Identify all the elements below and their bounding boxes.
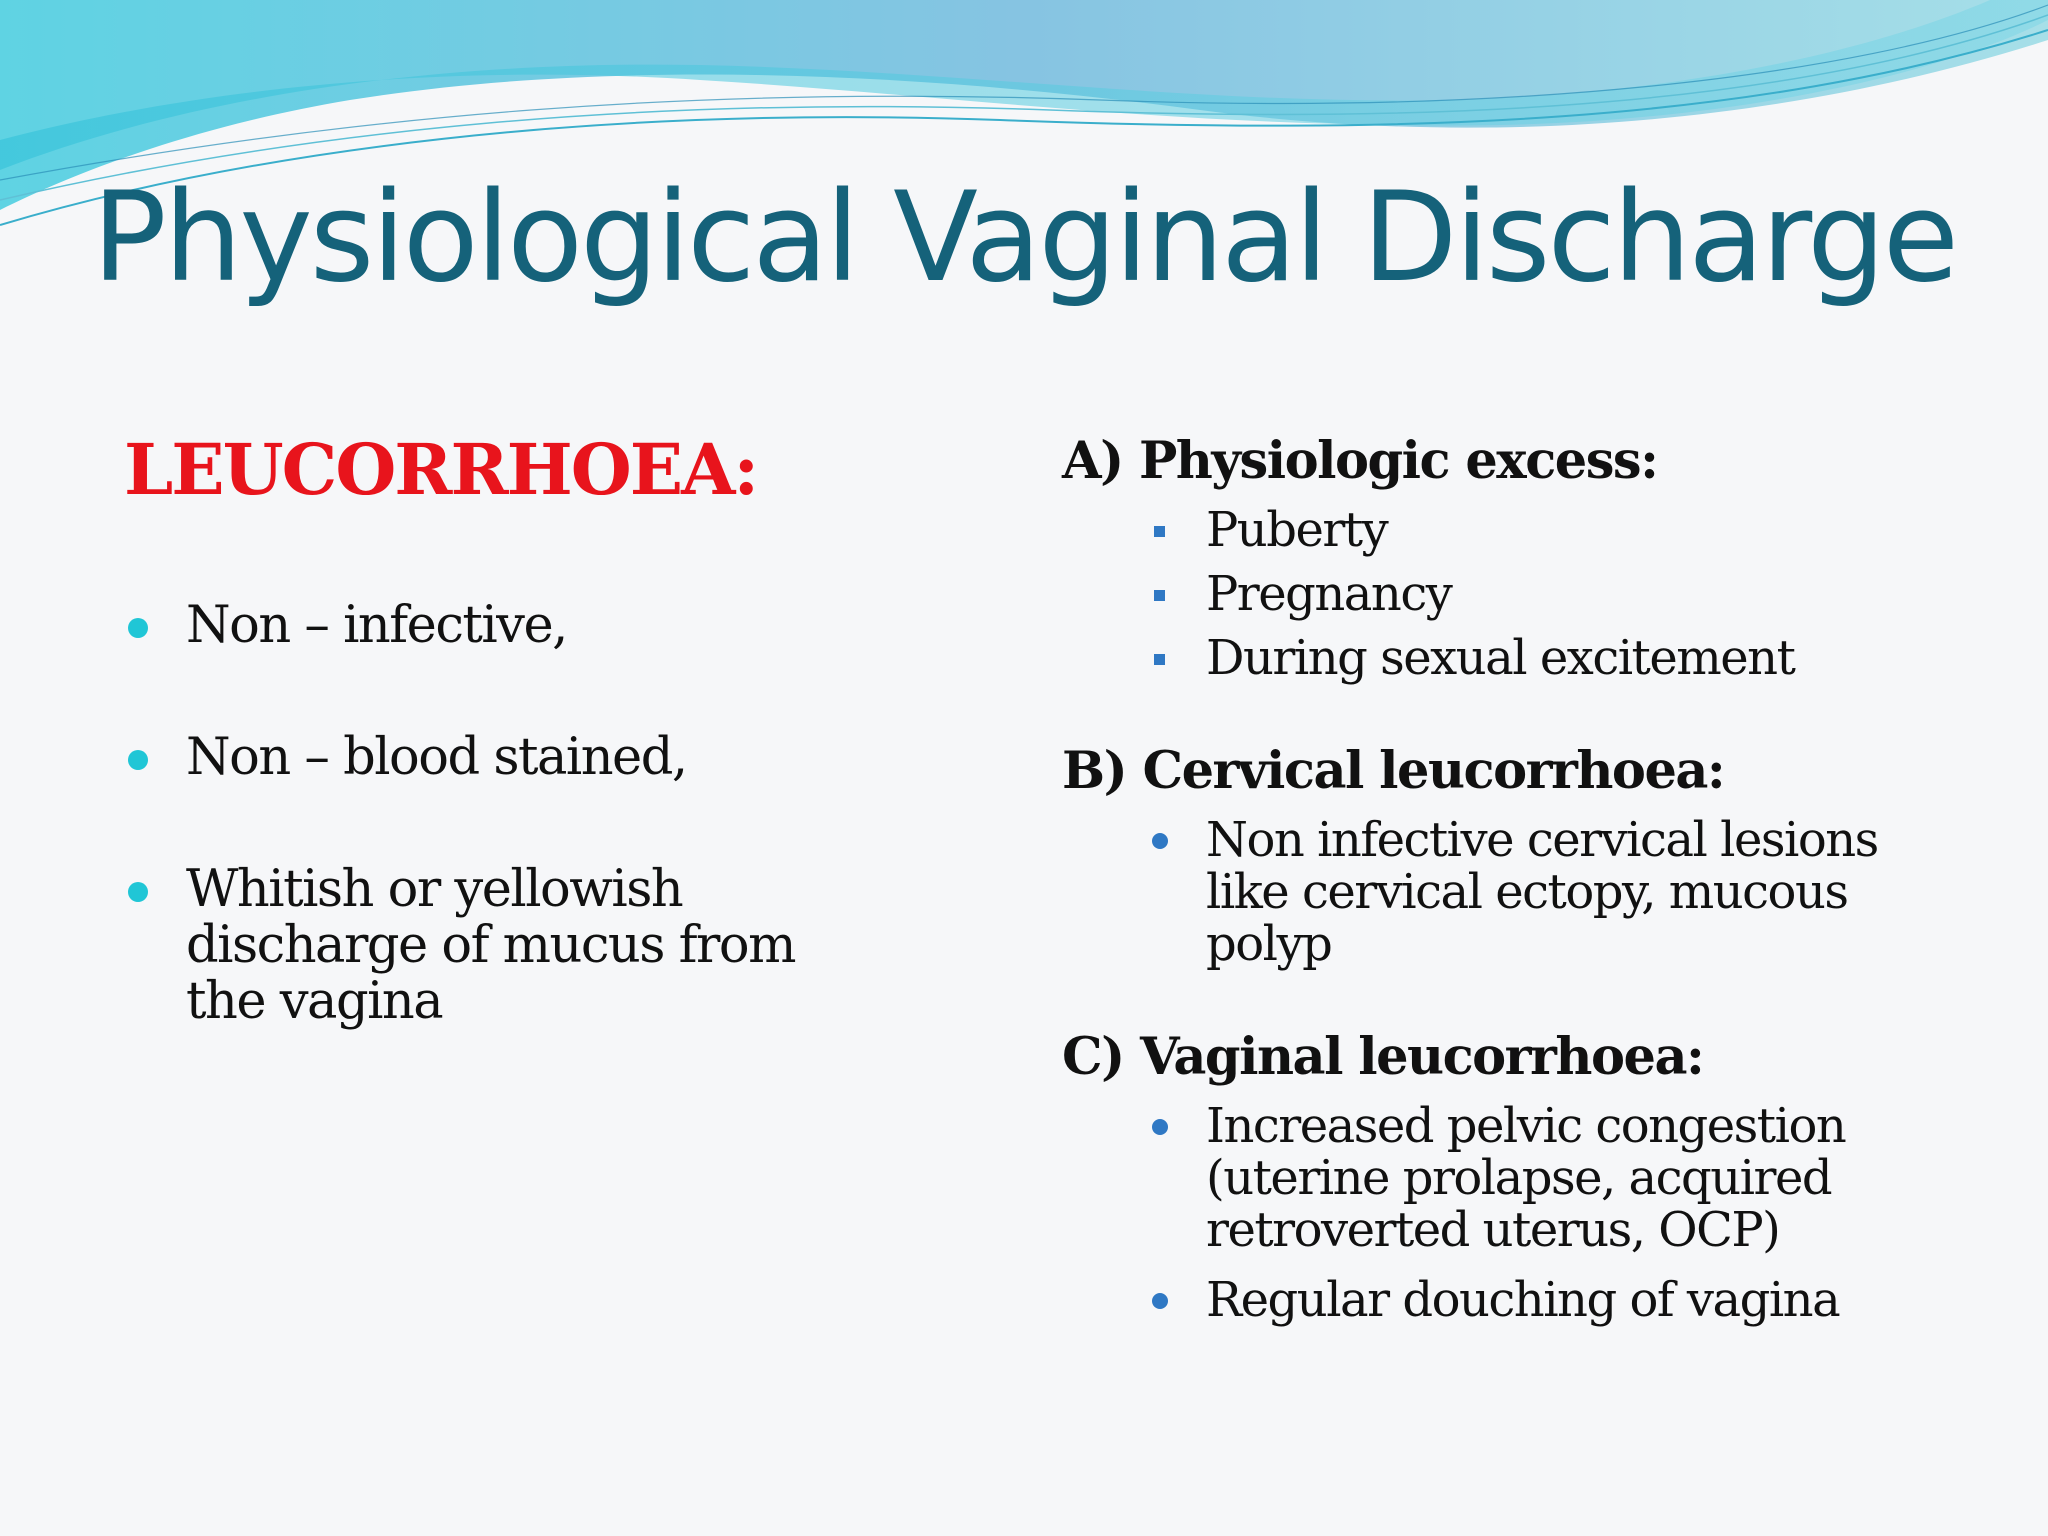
sub-list [1062,1100,2002,1326]
right-column [1062,430,2002,1382]
bullet-dot-icon [1152,1119,1168,1135]
bullet-dot-icon [128,750,148,770]
square-bullet-icon [1154,526,1165,537]
list-item [1062,1274,2002,1326]
section-physiologic-excess [1062,430,2002,684]
list-item [124,598,964,654]
list-item [1062,1100,1926,1256]
sub-list [1062,504,2002,684]
list-item-text: During sexual excitement [1206,630,1795,686]
left-bullet-list [124,598,964,1106]
slide-title: Physiological Vaginal Discharge [92,166,1957,310]
list-item-text: Non infective cervical lesions like cervical ectopy, mucous polyp [1206,812,1878,972]
sub-list [1062,814,2002,970]
list-item [1062,632,2002,684]
list-item-text: Whitish or yellowish discharge of mucus from the vagina [186,860,795,1031]
square-bullet-icon [1154,654,1165,665]
list-item-text: Increased pelvic congestion (uterine prolapse, acquired retroverted uterus, OCP) [1206,1098,1846,1258]
section-vaginal-leucorrhoea [1062,1026,2002,1326]
list-item-text: Non – blood stained, [186,728,687,787]
leucorrhoea-heading: LEUCORRHOEA: [124,428,758,511]
list-item [124,862,876,1030]
list-item-text: Puberty [1206,502,1388,558]
list-item [1062,814,1946,970]
bullet-dot-icon [1152,833,1168,849]
list-item-text: Non – infective, [186,596,567,655]
bullet-dot-icon [128,882,148,902]
square-bullet-icon [1154,590,1165,601]
bullet-dot-icon [1152,1293,1168,1309]
bullet-dot-icon [128,618,148,638]
section-cervical-leucorrhoea [1062,740,2002,970]
section-heading: B) Cervical leucorrhoea: [1062,741,1725,801]
list-item [1062,504,2002,556]
section-heading: A) Physiologic excess: [1062,431,1658,491]
list-item [124,730,964,786]
list-item-text: Pregnancy [1206,566,1452,622]
list-item-text: Regular douching of vagina [1206,1272,1840,1328]
section-heading: C) Vaginal leucorrhoea: [1062,1027,1704,1087]
list-item [1062,568,2002,620]
